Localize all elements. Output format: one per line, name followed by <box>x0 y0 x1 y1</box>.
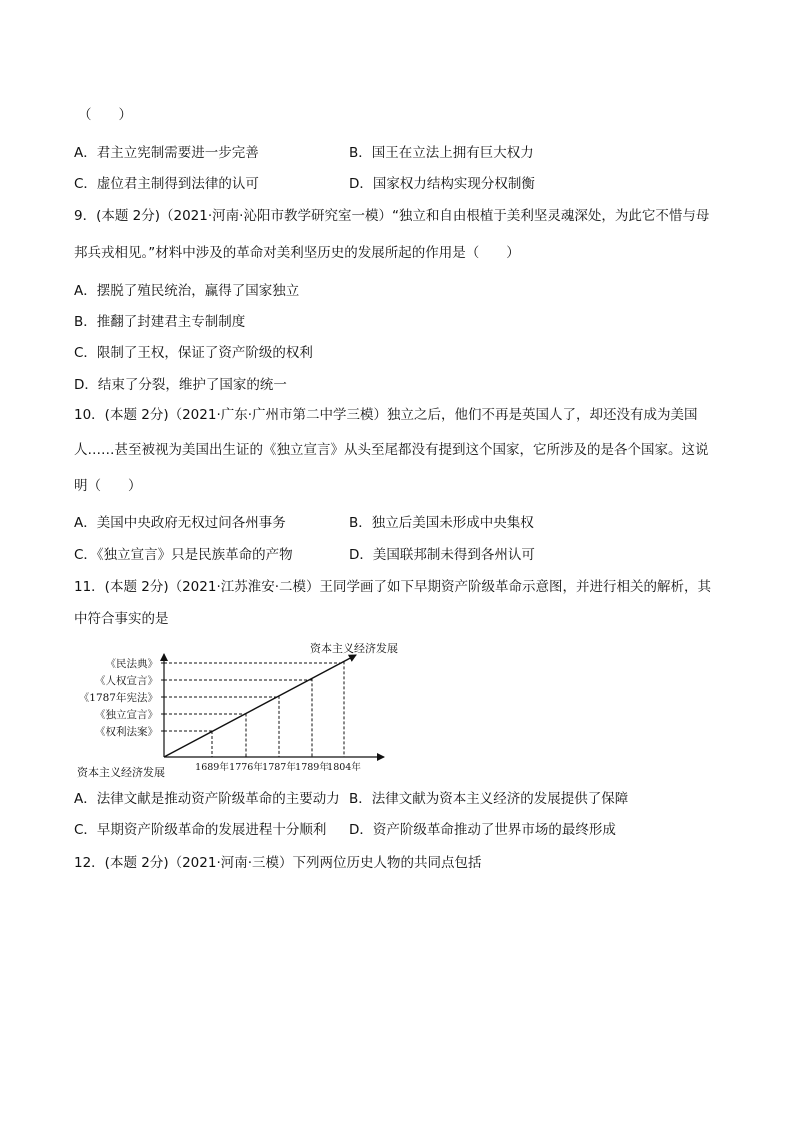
question-11-option-a: A．法律文献是推动资产阶级革命的主要动力 <box>74 791 340 807</box>
question-9-option-c: C．限制了王权，保证了资产阶级的权利 <box>74 345 313 361</box>
question-10-option-c: C．《独立宣言》只是民族革命的产物 <box>74 547 293 563</box>
answer-bracket: （ ） <box>78 107 132 123</box>
document-label: 《权利法案》 <box>95 726 158 738</box>
question-9-option-a: A．摆脱了殖民统治，赢得了国家独立 <box>74 283 300 299</box>
document-label: 《民法典》 <box>105 658 158 670</box>
trend-line <box>164 655 356 757</box>
question-10-line-2: 人……甚至被视为美国出生证的《独立宣言》从头至尾都没有提到这个国家，它所涉及的是各个国家。这说 <box>74 442 709 458</box>
question-9-line-2: 邦兵戎相见。”材料中涉及的革命对美利坚历史的发展所起的作用是（ ） <box>74 245 520 261</box>
axis-label: 资本主义经济发展 <box>77 766 165 779</box>
document-label: 《1787年宪法》 <box>78 692 158 704</box>
document-label: 《人权宣言》 <box>95 675 158 687</box>
question-10-line-1: 10．(本题 2分)（2021·广东·广州市第二中学三模）独立之后，他们不再是英国人了，却还没有成为美国 <box>74 407 698 423</box>
question-9-option-d: D．结束了分裂，维护了国家的统一 <box>74 377 287 393</box>
question-10-option-a: A．美国中央政府无权过问各州事务 <box>74 515 286 531</box>
question-10-option-d: D．美国联邦制未得到各州认可 <box>349 547 535 563</box>
option-a: A．君主立宪制需要进一步完善 <box>74 145 259 161</box>
question-11-option-b: B．法律文献为资本主义经济的发展提供了保障 <box>349 791 629 807</box>
question-10-option-b: B．独立后美国未形成中央集权 <box>349 515 534 531</box>
question-9-line-1: 9．(本题 2分)（2021·河南·沁阳市教学研究室一模）“独立和自由根植于美利坚灵魂深处，为此它不惜与母 <box>74 208 710 224</box>
trend-label: 资本主义经济发展 <box>310 642 398 655</box>
revolution-diagram <box>74 636 414 782</box>
year-label: 1787年 <box>262 762 296 773</box>
question-11-option-d: D．资产阶级革命推动了世界市场的最终形成 <box>349 822 616 838</box>
question-9-option-b: B．推翻了封建君主专制制度 <box>74 314 246 330</box>
option-d: D．国家权力结构实现分权制衡 <box>349 176 535 192</box>
year-label: 1804年 <box>327 762 361 773</box>
question-11-line-1: 11．(本题 2分)（2021·江苏淮安·二模）王同学画了如下早期资产阶级革命示意图，并进行相关的解析，其 <box>74 579 712 595</box>
question-12-line-1: 12．(本题 2分)（2021·河南·三模）下列两位历史人物的共同点包括 <box>74 855 482 871</box>
year-label: 1789年 <box>295 762 329 773</box>
question-11-option-c: C．早期资产阶级革命的发展进程十分顺利 <box>74 822 327 838</box>
question-10-line-3: 明（ ） <box>74 478 142 494</box>
question-11-line-2: 中符合事实的是 <box>74 611 169 627</box>
year-label: 1689年 <box>195 762 229 773</box>
option-b: B．国王在立法上拥有巨大权力 <box>349 145 534 161</box>
option-c: C．虚位君主制得到法律的认可 <box>74 176 259 192</box>
year-label: 1776年 <box>229 762 263 773</box>
document-label: 《独立宣言》 <box>95 709 158 721</box>
